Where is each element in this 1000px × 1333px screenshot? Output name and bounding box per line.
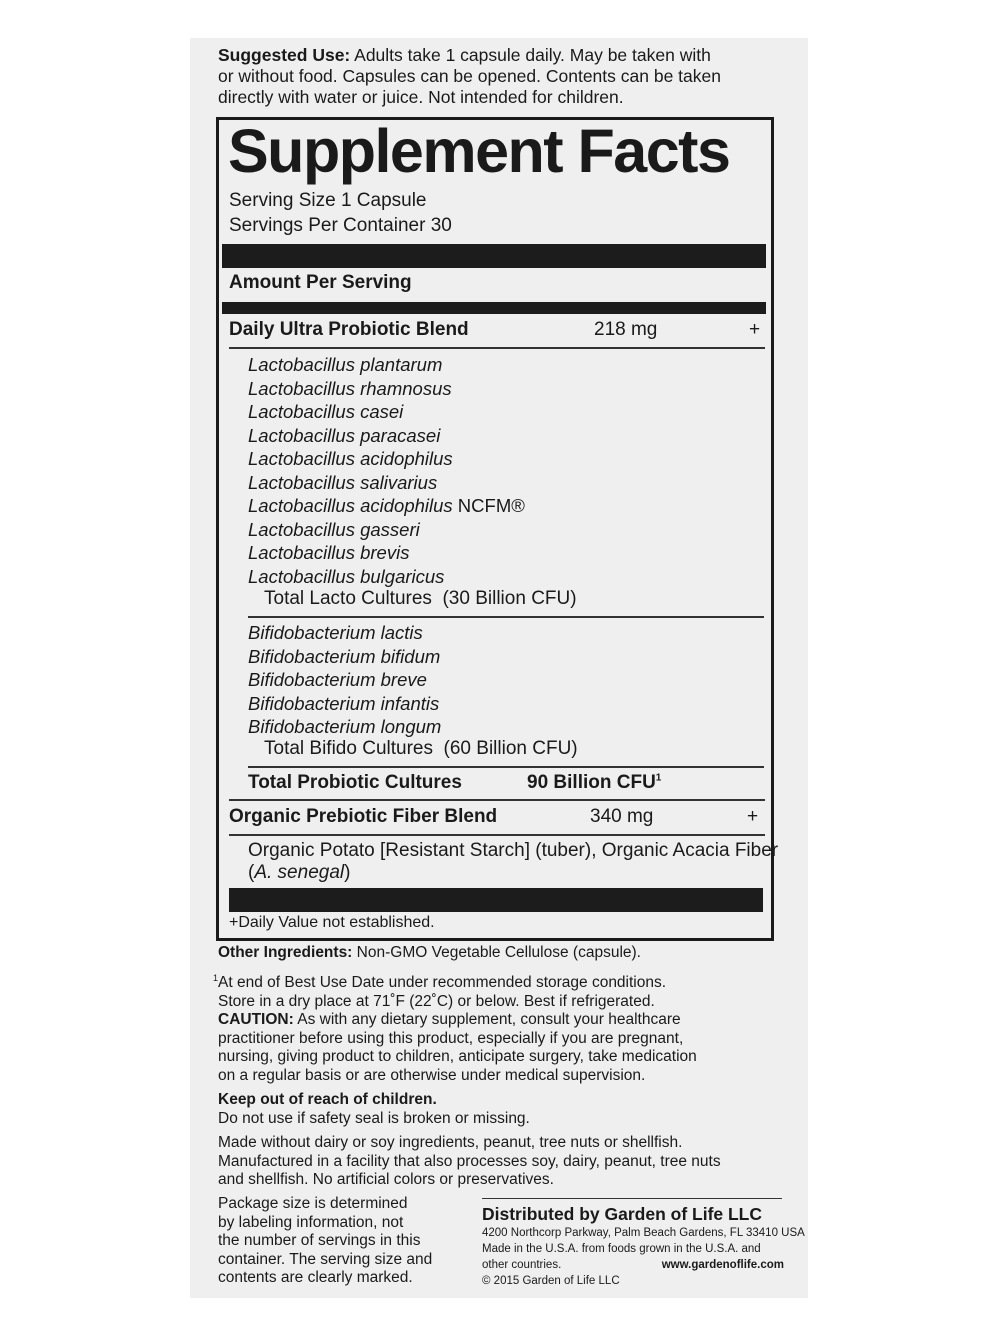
label: CAUTION: [218, 1011, 294, 1028]
origin: other countries. [482, 1259, 562, 1271]
ingredient: Bifidobacterium breve [248, 669, 427, 690]
text-line: or without food. Capsules can be opened. Contents can be taken [218, 66, 721, 86]
text-line: directly with water or juice. Not intended for children. [218, 87, 624, 107]
divider-line [248, 616, 764, 618]
package-note [218, 1195, 432, 1288]
ingredient: Bifidobacterium lactis [248, 622, 423, 643]
facts-title: Supplement Facts [228, 117, 730, 185]
text-line: contents are clearly marked. [218, 1269, 413, 1286]
divider-line [229, 834, 765, 836]
divider-bar [222, 302, 766, 314]
copyright: © 2015 Garden of Life LLC [482, 1275, 620, 1287]
footnote [213, 969, 666, 1011]
text-line: the number of servings in this [218, 1232, 421, 1249]
text-line: and shellfish. No artificial colors or preservatives. [218, 1171, 554, 1188]
ingredient: Lactobacillus plantarum [248, 354, 443, 375]
amount: 90 Billion CFU [527, 772, 656, 793]
divider-line [229, 799, 765, 801]
serving-size: Serving Size 1 Capsule [229, 190, 427, 211]
ingredient: Lactobacillus salivarius [248, 471, 438, 493]
blend1-amount: 218 mg [594, 319, 658, 340]
text-line: on a regular basis or are otherwise under medical supervision. [218, 1066, 646, 1084]
paren: ) [344, 862, 351, 883]
text-line: At end of Best Use Date under recommended storage conditions. [218, 974, 667, 992]
text-line: Package size is determined [218, 1195, 408, 1212]
text-line: by labeling information, not [218, 1213, 404, 1231]
ingredient: Bifidobacterium bifidum [248, 645, 441, 667]
blend1-dv: + [749, 319, 761, 340]
ingredient: Lactobacillus bulgaricus [248, 565, 445, 587]
blend2-amount: 340 mg [590, 806, 654, 827]
text-line: Organic Potato [Resistant Starch] (tuber), Organic Acacia Fiber [248, 840, 779, 861]
ingredient: Lactobacillus paracasei [248, 424, 441, 446]
fiber-ingredients [248, 840, 778, 884]
divider-bar [222, 244, 766, 268]
blend2-name: Organic Prebiotic Fiber Blend [229, 806, 498, 827]
caution [218, 1011, 697, 1085]
allergen-statement [218, 1134, 721, 1190]
suggested-use [218, 45, 721, 108]
servings-per-container: Servings Per Container 30 [229, 215, 452, 236]
text-line: container. The serving size and [218, 1250, 433, 1268]
ingredient: Lactobacillus brevis [248, 542, 410, 563]
text-line: Adults take 1 capsule daily. May be taken with [350, 45, 711, 65]
distributor [482, 1204, 805, 1289]
ingredient-suffix: NCFM® [452, 495, 525, 516]
address: 4200 Northcorp Parkway, Palm Beach Gardens, FL 33410 USA [482, 1227, 805, 1239]
divider-line [482, 1198, 782, 1199]
species: A. senegal [254, 862, 345, 883]
total-probiotic-name: Total Probiotic Cultures [248, 772, 462, 793]
ingredient [248, 494, 525, 518]
ingredient: Lactobacillus casei [248, 401, 404, 422]
bifido-list [248, 621, 441, 739]
divider-bar [229, 888, 763, 912]
text-line: nursing, giving product to children, anticipate surgery, take medication [218, 1048, 697, 1065]
ingredient-name: Lactobacillus acidophilus [248, 495, 453, 516]
keep-out [218, 1091, 530, 1128]
label: Other Ingredients: [218, 944, 353, 961]
ingredient: Lactobacillus acidophilus [248, 448, 453, 469]
blend1-name: Daily Ultra Probiotic Blend [229, 319, 469, 340]
total-lacto: Total Lacto Cultures (30 Billion CFU) [264, 588, 577, 609]
warning-title: Keep out of reach of children. [218, 1091, 437, 1108]
suggested-use-label: Suggested Use: [218, 45, 351, 65]
ingredient: Bifidobacterium infantis [248, 692, 440, 714]
paren: ( [248, 862, 255, 883]
total-probiotic-amount [527, 772, 661, 794]
footnote-marker: 1 [213, 973, 219, 983]
divider-line [248, 766, 764, 768]
distributor-title: Distributed by Garden of Life LLC [482, 1204, 763, 1224]
lacto-list [248, 353, 525, 588]
website-link[interactable]: www.gardenoflife.com [661, 1259, 784, 1271]
text-line: practitioner before using this product, especially if you are pregnant, [218, 1029, 684, 1047]
origin: Made in the U.S.A. from foods grown in the U.S.A. and [482, 1243, 761, 1255]
divider-line [229, 347, 765, 349]
text-line: Do not use if safety seal is broken or missing. [218, 1109, 530, 1127]
text-line: Made without dairy or soy ingredients, peanut, tree nuts or shellfish. [218, 1134, 683, 1151]
text-line: As with any dietary supplement, consult your healthcare [293, 1011, 681, 1028]
ingredient: Lactobacillus rhamnosus [248, 377, 452, 399]
amount-per-serving: Amount Per Serving [229, 272, 412, 293]
text-line: Manufactured in a facility that also processes soy, dairy, peanut, tree nuts [218, 1152, 721, 1170]
footnote-marker: 1 [655, 772, 662, 784]
dv-note: +Daily Value not established. [229, 914, 435, 931]
ingredient: Lactobacillus gasseri [248, 518, 420, 540]
text-line [248, 862, 778, 884]
text: Non-GMO Vegetable Cellulose (capsule). [352, 944, 641, 961]
other-ingredients [218, 944, 641, 963]
blend2-dv: + [747, 806, 759, 827]
text-line: Store in a dry place at 71˚F (22˚C) or below. Best if refrigerated. [218, 992, 655, 1010]
ingredient: Bifidobacterium longum [248, 716, 442, 737]
total-bifido: Total Bifido Cultures (60 Billion CFU) [264, 738, 578, 759]
